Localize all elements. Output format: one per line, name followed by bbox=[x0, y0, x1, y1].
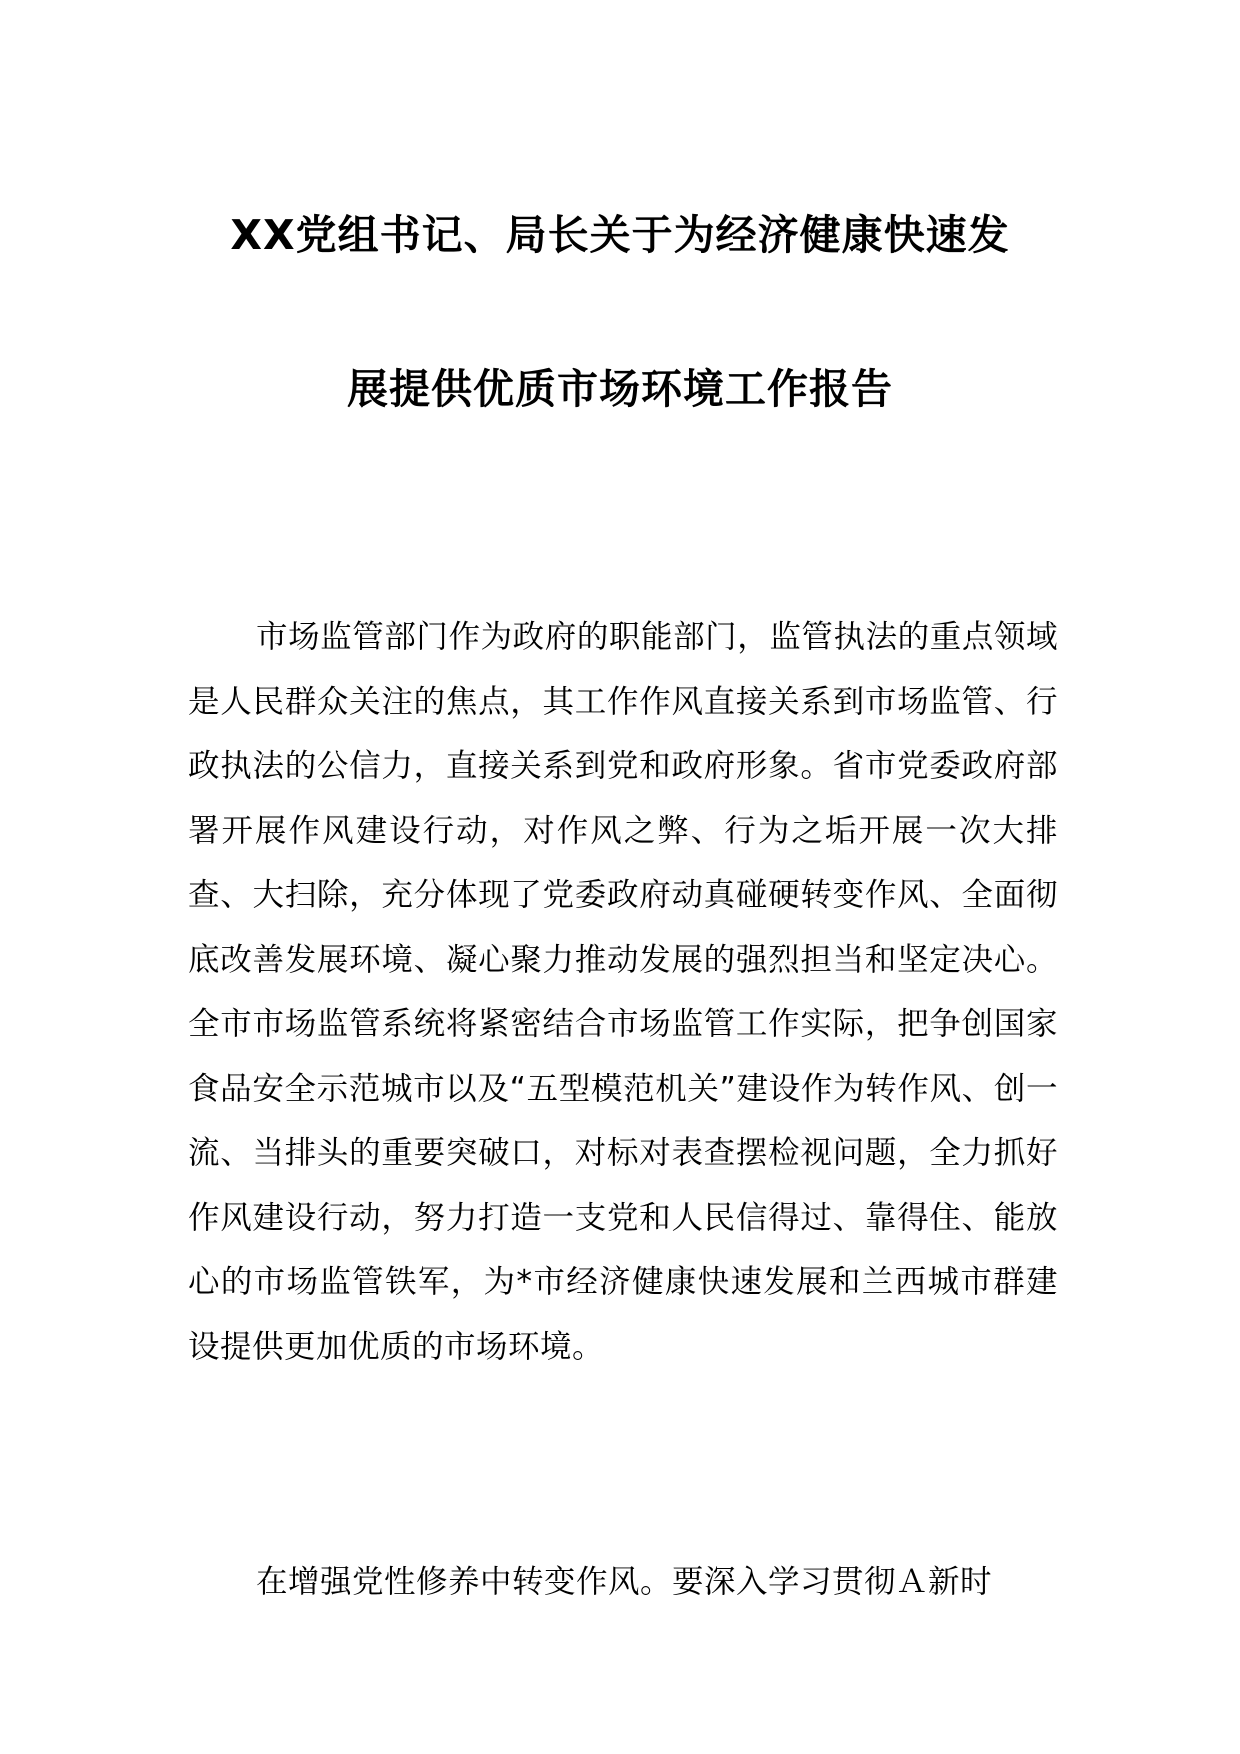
body-paragraph-1: 市场监管部门作为政府的职能部门，监管执法的重点领域是人民群众关注的焦点，其工作作风直接关系到市场监管、行政执法的公信力，直接关系到党和政府形象。省市党委政府部署开展作风建设行动，对作风之弊、行为之垢开展一次大排查、大扫除，充分体现了党委政府动真碰硬转变作风、全面彻底改善发展环境、凝心聚力推动发展的强烈担当和坚定决心。全市市场监管系统将紧密结合市场监管工作实际，把争创国家食品安全示范城市以及“五型模范机关”建设作为转作风、创一流、当排头的重要突破口，对标对表查摆检视问题，全力抓好作风建设行动，努力打造一支党和人民信得过、靠得住、能放心的市场监管铁军，为*市经济健康快速发展和兰西城市群建设提供更加优质的市场环境。 bbox=[188, 619, 1058, 1365]
document-title-line-2: 展提供优质市场环境工作报告 bbox=[347, 365, 893, 413]
body-paragraph-2: 在增强党性修养中转变作风。要深入学习贯彻Ａ新时 bbox=[256, 1564, 993, 1600]
document-title-line-1: XX党组书记、局长关于为经济健康快速发 bbox=[230, 211, 1010, 259]
